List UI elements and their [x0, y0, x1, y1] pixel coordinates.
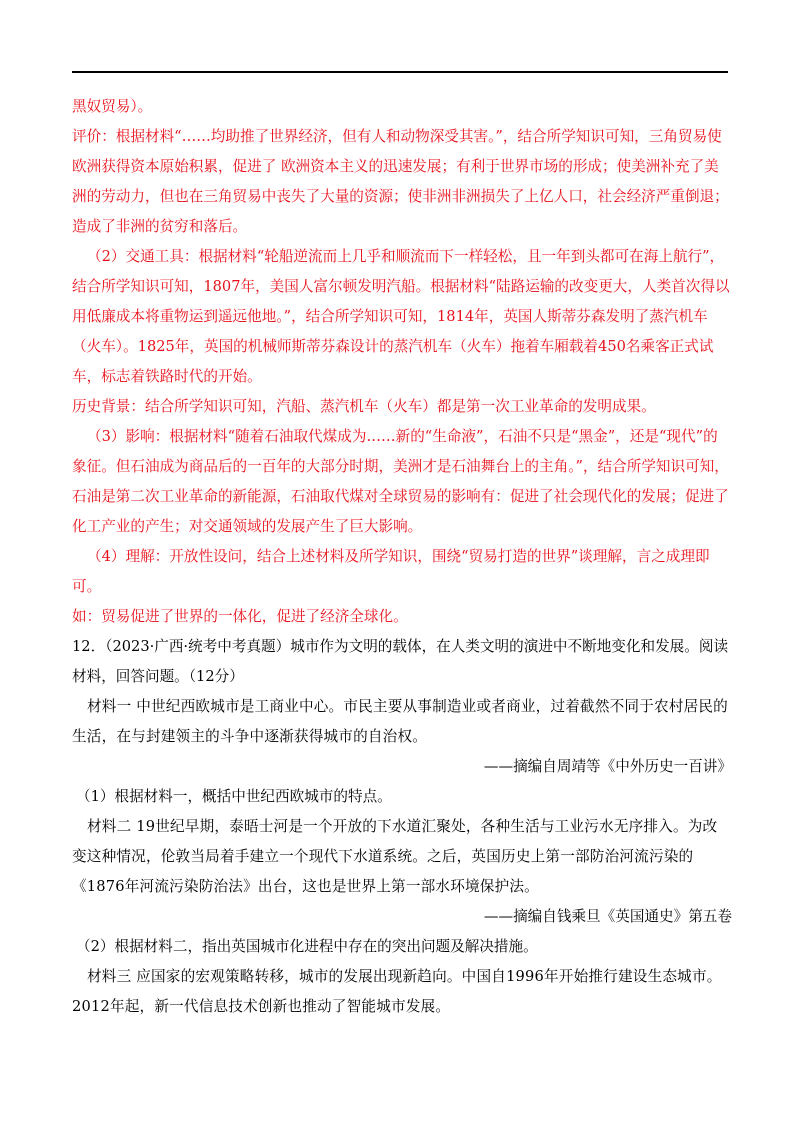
answer-part-2: （2）交通工具：根据材料“轮船逆流而上几乎和顺流而下一样轻松，且一年到头都可在海上航行”，结合所学知识可知，1807年，美国人富尔顿发明汽船。根据材料“陆路运输的改变更大，人类首次得以用低廉成本将重物运到遥远他地。”，结合所学知识可知，1814年，英国人斯蒂芬森发明了蒸汽机车（火车）。1825年，英国的机械师斯蒂芬森设计的蒸汽机车（火车）拖着车厢载着450名乘客正式试车，标志着铁路时代的开始。 [72, 248, 730, 385]
answer-part-3: （3）影响：根据材料“随着石油取代煤成为……新的“生命液”，石油不只是“黑金”，还是“现代”的象征。但石油成为商品后的一百年的大部分时期，美洲才是石油舞台上的主角。”，结合所学知识可知，石油是第二次工业革命的新能源，石油取代煤对全球贸易的影响有：促进了社会现代化的发展；促进了化工产业的产生；对交通领域的发展产生了巨大影响。 [72, 428, 729, 535]
page-content [72, 92, 732, 1022]
material-2: 材料二 19世纪早期，泰晤士河是一个开放的下水道汇聚处，各种生活与工业污水无序排入。为改变这种情况，伦敦当局着手建立一个现代下水道系统。之后，英国历史上第一部防治河流污染的《1876年河流污染防治法》出台，这也是世界上第一部水环境保护法。 [72, 818, 718, 895]
sub-question-1: （1）根据材料一，概括中世纪西欧城市的特点。 [76, 788, 392, 805]
question-stem: 12．（2023·广西·统考中考真题）城市作为文明的载体，在人类文明的演进中不断地变化和发展。阅读材料，回答问题。（12分） [72, 638, 729, 685]
answer-example: 如：贸易促进了世界的一体化，促进了经济全球化。 [72, 608, 408, 625]
material-1-source: ——摘编自周靖等《中外历史一百讲》 [483, 758, 732, 775]
material-3: 材料三 应国家的宏观策略转移，城市的发展出现新趋向。中国自1996年开始推行建设生态城市。2012年起，新一代信息技术创新也推动了智能城市发展。 [72, 968, 722, 1015]
header-rule [72, 71, 728, 73]
answer-evaluation: 评价：根据材料“……均助推了世界经济，但有人和动物深受其害。”，结合所学知识可知，三角贸易使欧洲获得资本原始积累，促进了 欧洲资本主义的迅速发展；有利于世界市场的形成；使美洲补充了美洲的劳动力，但也在三角贸易中丧失了大量的资源；使非洲非洲损失了上亿人口，社会经济严重倒退；造成了非洲的贫穷和落后。 [72, 128, 729, 235]
sub-question-2: （2）根据材料二，指出英国城市化进程中存在的突出问题及解决措施。 [76, 938, 538, 955]
material-1: 材料一 中世纪西欧城市是工商业中心。市民主要从事制造业或者商业，过着截然不同于农村居民的生活，在与封建领主的斗争中逐渐获得城市的自治权。 [72, 698, 728, 745]
answer-part-4: （4）理解：开放性设问，结合上述材料及所学知识，围绕“贸易打造的世界”谈理解，言之成理即可。 [72, 548, 710, 595]
material-2-source: ——摘编自钱乘旦《英国通史》第五卷 [483, 908, 732, 925]
answer-background: 历史背景：结合所学知识可知，汽船、蒸汽机车（火车）都是第一次工业革命的发明成果。 [72, 398, 656, 415]
answer-paragraph-1: 黑奴贸易）。 [72, 98, 153, 115]
